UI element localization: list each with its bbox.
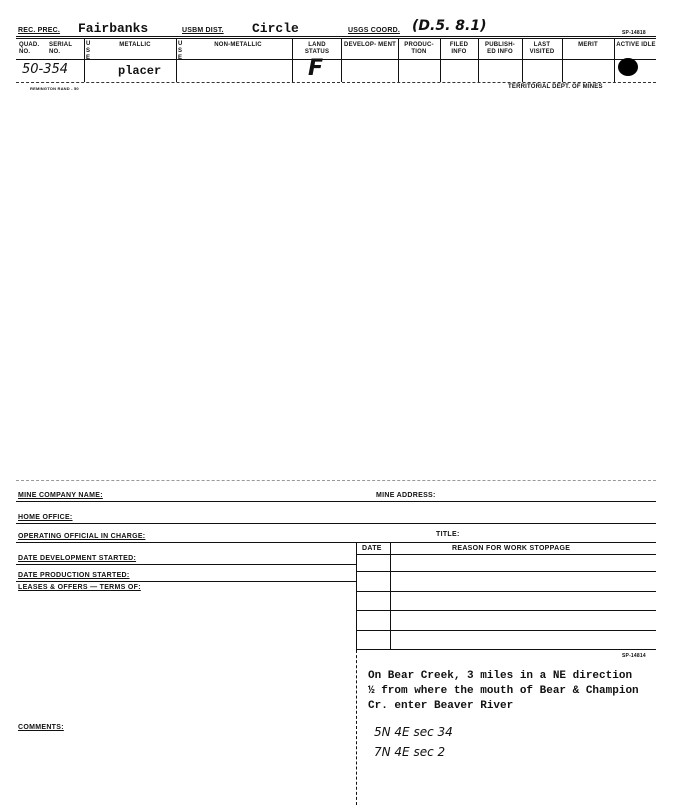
col-serial-no: SERIAL NO. (49, 42, 73, 55)
col-land-status: LAND STATUS (304, 42, 330, 55)
usbm-dist-label: USBM DIST. (182, 27, 224, 34)
metallic-value: placer (118, 64, 162, 78)
col-quad-no: QUAD. NO. (19, 42, 40, 55)
operating-official-label: OPERATING OFFICIAL IN CHARGE: (18, 533, 146, 540)
col-development: DEVELOP- MENT (344, 42, 396, 48)
col-use-1: U S E (86, 41, 91, 61)
rec-prec-value: Fairbanks (78, 21, 149, 36)
usgs-coord-label: USGS COORD. (348, 27, 400, 34)
handwritten-notes (374, 722, 453, 762)
stoppage-date-header: DATE (362, 545, 382, 552)
usbm-dist-value: Circle (252, 21, 299, 36)
typed-note-line: Cr. enter Beaver River (368, 700, 514, 712)
handwritten-line: 7N 4E sec 2 (374, 745, 446, 759)
col-metallic: METALLIC (119, 42, 151, 48)
active-idle-dot-icon (618, 58, 638, 76)
typed-note-line: ½ from where the mouth of Bear & Champion (368, 685, 639, 697)
form-number-top: SP-14818 (622, 30, 646, 36)
col-last-visited: LAST VISITED (529, 42, 555, 55)
typed-note-line: On Bear Creek, 3 miles in a NE direction (368, 670, 633, 682)
rec-prec-label: REC. PREC. (18, 27, 61, 34)
handwritten-line: 5N 4E sec 34 (374, 725, 453, 739)
stoppage-reason-header: REASON FOR WORK STOPPAGE (452, 545, 571, 552)
col-published-info: PUBLISH- ED INFO (485, 42, 515, 55)
col-production: PRODUC- TION (404, 42, 434, 55)
footer-right: TERRITORIAL DEPT. OF MINES (508, 84, 603, 90)
land-status-value: F (308, 56, 324, 81)
usgs-coord-value: (D.5. 8.1) (412, 18, 487, 34)
form-number-bottom: SP-14814 (622, 653, 646, 659)
footer-left: REMINGTON RAND - 50 (30, 86, 79, 91)
date-development-label: DATE DEVELOPMENT STARTED: (18, 555, 137, 562)
typed-note (368, 669, 658, 714)
home-office-label: HOME OFFICE: (18, 514, 73, 521)
col-merit: MERIT (578, 42, 598, 48)
mine-company-name-label: MINE COMPANY NAME: (18, 492, 103, 499)
title-label: TITLE: (436, 531, 460, 538)
quad-serial-value: 50-354 (22, 62, 69, 77)
comments-label: COMMENTS: (18, 724, 64, 731)
leases-offers-label: LEASES & OFFERS — TERMS OF: (18, 584, 141, 591)
col-non-metallic: NON-METALLIC (214, 42, 262, 48)
col-use-2: U S E (178, 41, 183, 61)
mine-address-label: MINE ADDRESS: (376, 492, 436, 499)
date-production-label: DATE PRODUCTION STARTED: (18, 572, 130, 579)
col-active-idle: ACTIVE IDLE (616, 42, 656, 48)
col-filed-info: FILED INFO (449, 42, 469, 55)
